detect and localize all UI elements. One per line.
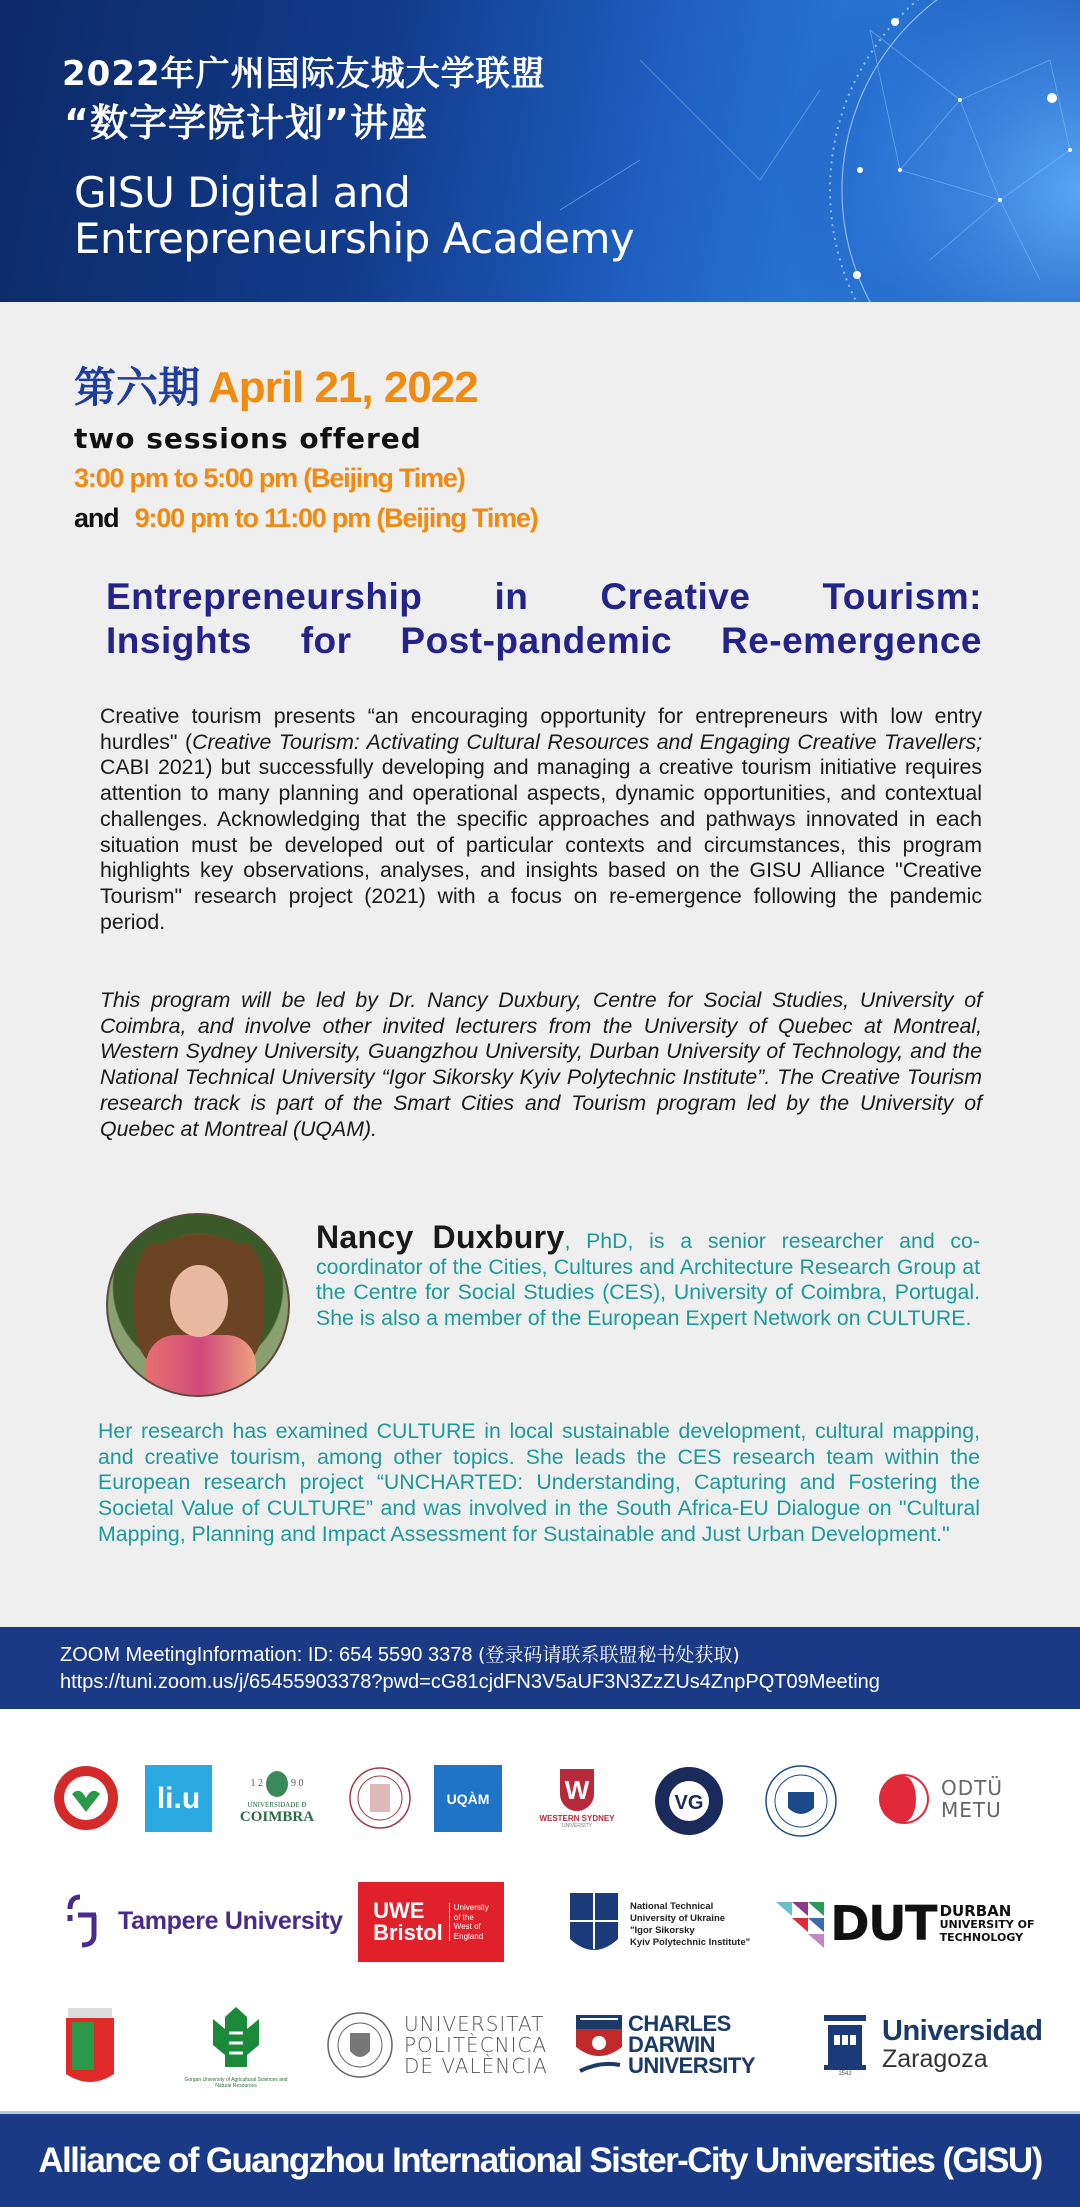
logo-university-of-padua [348, 1766, 412, 1830]
gorgan-emblem [201, 2005, 271, 2073]
gorgan-caption: Gorgan University of Agricultural Sciences and Natural Resources [184, 2076, 288, 2089]
partner-logos [0, 1709, 1080, 2111]
speaker-bio-intro [316, 1219, 980, 1332]
wsu-subtext: UNIVERSITY [561, 1823, 592, 1829]
session-1-time: 3:00 pm to 5:00 pm (Beijing Time) [74, 463, 465, 493]
metu-emblem [877, 1772, 931, 1826]
header-title-cn-line2: “数字学院计划”讲座 [64, 101, 428, 145]
dut-line-1: DURBAN [939, 1901, 1012, 1920]
uwe-side-3: West of [453, 1922, 481, 1931]
metu-text-en: METU [941, 1797, 1002, 1822]
logo-guangzhou-university [52, 1764, 120, 1832]
cdu-shield [576, 2013, 622, 2075]
coimbra-text-main: COIMBRA [239, 1808, 315, 1825]
session-2-time: 9:00 pm to 11:00 pm (Beijing Time) [134, 503, 538, 533]
logo-universidad-zaragoza [822, 2007, 1043, 2083]
logo-uwe-bristol [358, 1882, 504, 1962]
zaragoza-text-2: Zaragoza [882, 2045, 988, 2073]
kpi-shield [568, 1889, 620, 1961]
header-title-en-line1: GISU Digital and [74, 168, 411, 217]
uwe-side-1: University [453, 1903, 489, 1912]
cdu-line-3: UNIVERSITY [628, 2052, 756, 2078]
program-note-paragraph: This program will be led by Dr. Nancy Duxbury, Centre for Social Studies, University of Coimbra, and involve other invited lecturers from the University of Quebec at Montreal, Western Sydney University, Guangzhou University, Durban University of Technology, and the National Technical University “Igor Sikorsky Kyiv Polytechnic Institute”. The Creative Tourism research track is part of the Smart Cities and Tourism program led by the University of Quebec at Montreal (UQAM). [100, 988, 982, 1141]
kpi-line-4: Kyiv Polytechnic Institute" [630, 1937, 751, 1948]
uwe-text: UWE [373, 1898, 425, 1923]
speaker-name: Nancy Duxbury [316, 1219, 565, 1255]
logo-durban-university-of-technology [776, 1894, 1034, 1954]
session-2-row [74, 503, 538, 534]
logo-kyiv-polytechnic-institute [568, 1889, 750, 1961]
zaragoza-text-1: Universidad [882, 2015, 1043, 2047]
upv-line-3: DE VALÈNCIA [404, 2053, 548, 2078]
uwe-side-2: of the [453, 1912, 474, 1922]
upv-line-1: UNIVERSITAT [404, 2011, 545, 2036]
speaker-photo [106, 1213, 290, 1397]
and-label: and [74, 503, 119, 533]
talk-title-line2: Insights for Post-pandemic Re-emergence [106, 620, 982, 661]
bristol-text: Bristol [373, 1920, 443, 1945]
cdu-line-2: DARWIN [628, 2031, 716, 2057]
event-date-row [74, 355, 478, 415]
kpi-line-2: University of Ukraine [630, 1913, 726, 1924]
abstract-book-title: Creative Tourism: Activating Cultural Resources and Engaging Creative Travellers; [192, 729, 983, 754]
logo-western-sydney-university: W WESTERN SYDNEY UNIVERSITY [532, 1759, 622, 1839]
issue-label: 第六期 [74, 363, 201, 412]
logo-metu [870, 1771, 1010, 1826]
speaker-bio-research: Her research has examined CULTURE in local sustainable development, cultural mapping, and creative tourism, among other topics. She leads the CES research team within the European research project “UNCHARTED: Understanding, Capturing and Fostering the Societal Value of CULTURE” and was involved in the South Africa-EU Dialogue on "Cultural Mapping, Planning and Impact Assessment for Sustainable and Just Urban Development." [98, 1419, 980, 1546]
logo-university-of-coimbra: 1 2 9 0 UNIVERSIDADE D COIMBRA [232, 1759, 322, 1837]
zoom-meeting-info [0, 1627, 1080, 1709]
logo-tampere-university [66, 1891, 343, 1951]
tampere-text: Tampere University [118, 1906, 343, 1935]
cdu-line-1: CHARLES [628, 2010, 731, 2036]
uwe-side-4: England [453, 1931, 484, 1941]
zoom-meeting-link[interactable]: https://tuni.zoom.us/j/65455903378?pwd=cG81cjdFN3V5aUF3N3ZzZUs4ZnpPQT09Meeting [60, 1671, 880, 1693]
talk-title-line1: Entrepreneurship in Creative Tourism: [106, 576, 982, 617]
kpi-line-3: "Igor Sikorsky [630, 1925, 695, 1936]
tampere-emblem [66, 1891, 110, 1951]
upv-seal [326, 2011, 394, 2079]
logo-peoples-friendship-university [62, 2004, 118, 2092]
sessions-label: two sessions offered [74, 422, 422, 455]
svg-text:VG: VG [674, 1792, 704, 1814]
kpi-line-1: National Technical [630, 1901, 714, 1912]
wsu-text: WESTERN SYDNEY [539, 1814, 615, 1823]
zaragoza-year: 1542 [838, 2071, 852, 2077]
header-banner [0, 0, 1080, 302]
logo-incheon-national-university [764, 1764, 838, 1838]
zaragoza-emblem [822, 2013, 868, 2077]
header-title-en-line2: Entrepreneurship Academy [74, 214, 635, 263]
metu-text-tr: ODTÜ [941, 1775, 1003, 1800]
logo-universitat-politecnica-de-valencia [326, 2009, 548, 2081]
zoom-meeting-id: ZOOM MeetingInformation: ID: 654 5590 3378 [60, 1644, 473, 1666]
dut-line-3: TECHNOLOGY [939, 1930, 1024, 1944]
footer-banner: Alliance of Guangzhou International Sister-City Universities (GISU) [0, 2114, 1080, 2207]
logo-gorgan-university [176, 1999, 296, 2094]
speaker-bio-intro-text: , PhD, is a senior researcher and co-coordinator of the Cities, Cultures and Architecture Research Group at the Centre for Social Studies (CES), University of Coimbra, Portugal. She is also a member of the European Expert Network on CULTURE. [316, 1229, 980, 1331]
logo-guangzhou-medical-university [654, 1766, 724, 1836]
zoom-passcode-note: (登录码请联系联盟秘书处获取) [478, 1644, 740, 1666]
zoom-meeting-id-row [60, 1642, 1080, 1669]
upv-line-2: POLITÈCNICA [404, 2032, 548, 2057]
abstract-text-rest: CABI 2021) but successfully developing and managing a creative tourism initiative requires attention to many planning and operational aspects, dynamic opportunities, and contextual challenges. Acknowledging that the specific approaches and pathways innovated in each situation must be developed out of particular contexts and circumstances, this program highlights key observations, analyses, and insights based on the GISU Alliance "Creative Tourism" research project (2021) with a focus on re-emergence following the pandemic period. [100, 755, 982, 934]
dut-line-2: UNIVERSITY OF [939, 1917, 1035, 1931]
coimbra-text-top: UNIVERSIDADE D [247, 1800, 307, 1809]
abstract-text-start: Creative tourism presents “an encouraging opportunity for entrepreneurs with low entry hurdles" ( [100, 704, 982, 754]
talk-title [106, 575, 982, 663]
logo-charles-darwin-university [576, 2011, 755, 2077]
event-date: April 21, 2022 [208, 363, 478, 412]
dut-text: DUT [830, 1896, 936, 1952]
logo-uqam: UQÀM [434, 1765, 502, 1832]
header-title-cn-line1: 2022年广州国际友城大学联盟 [62, 54, 546, 94]
abstract-paragraph [100, 704, 982, 935]
logo-linnaeus-university: li.u [145, 1765, 212, 1832]
dut-triangles [776, 1898, 826, 1950]
